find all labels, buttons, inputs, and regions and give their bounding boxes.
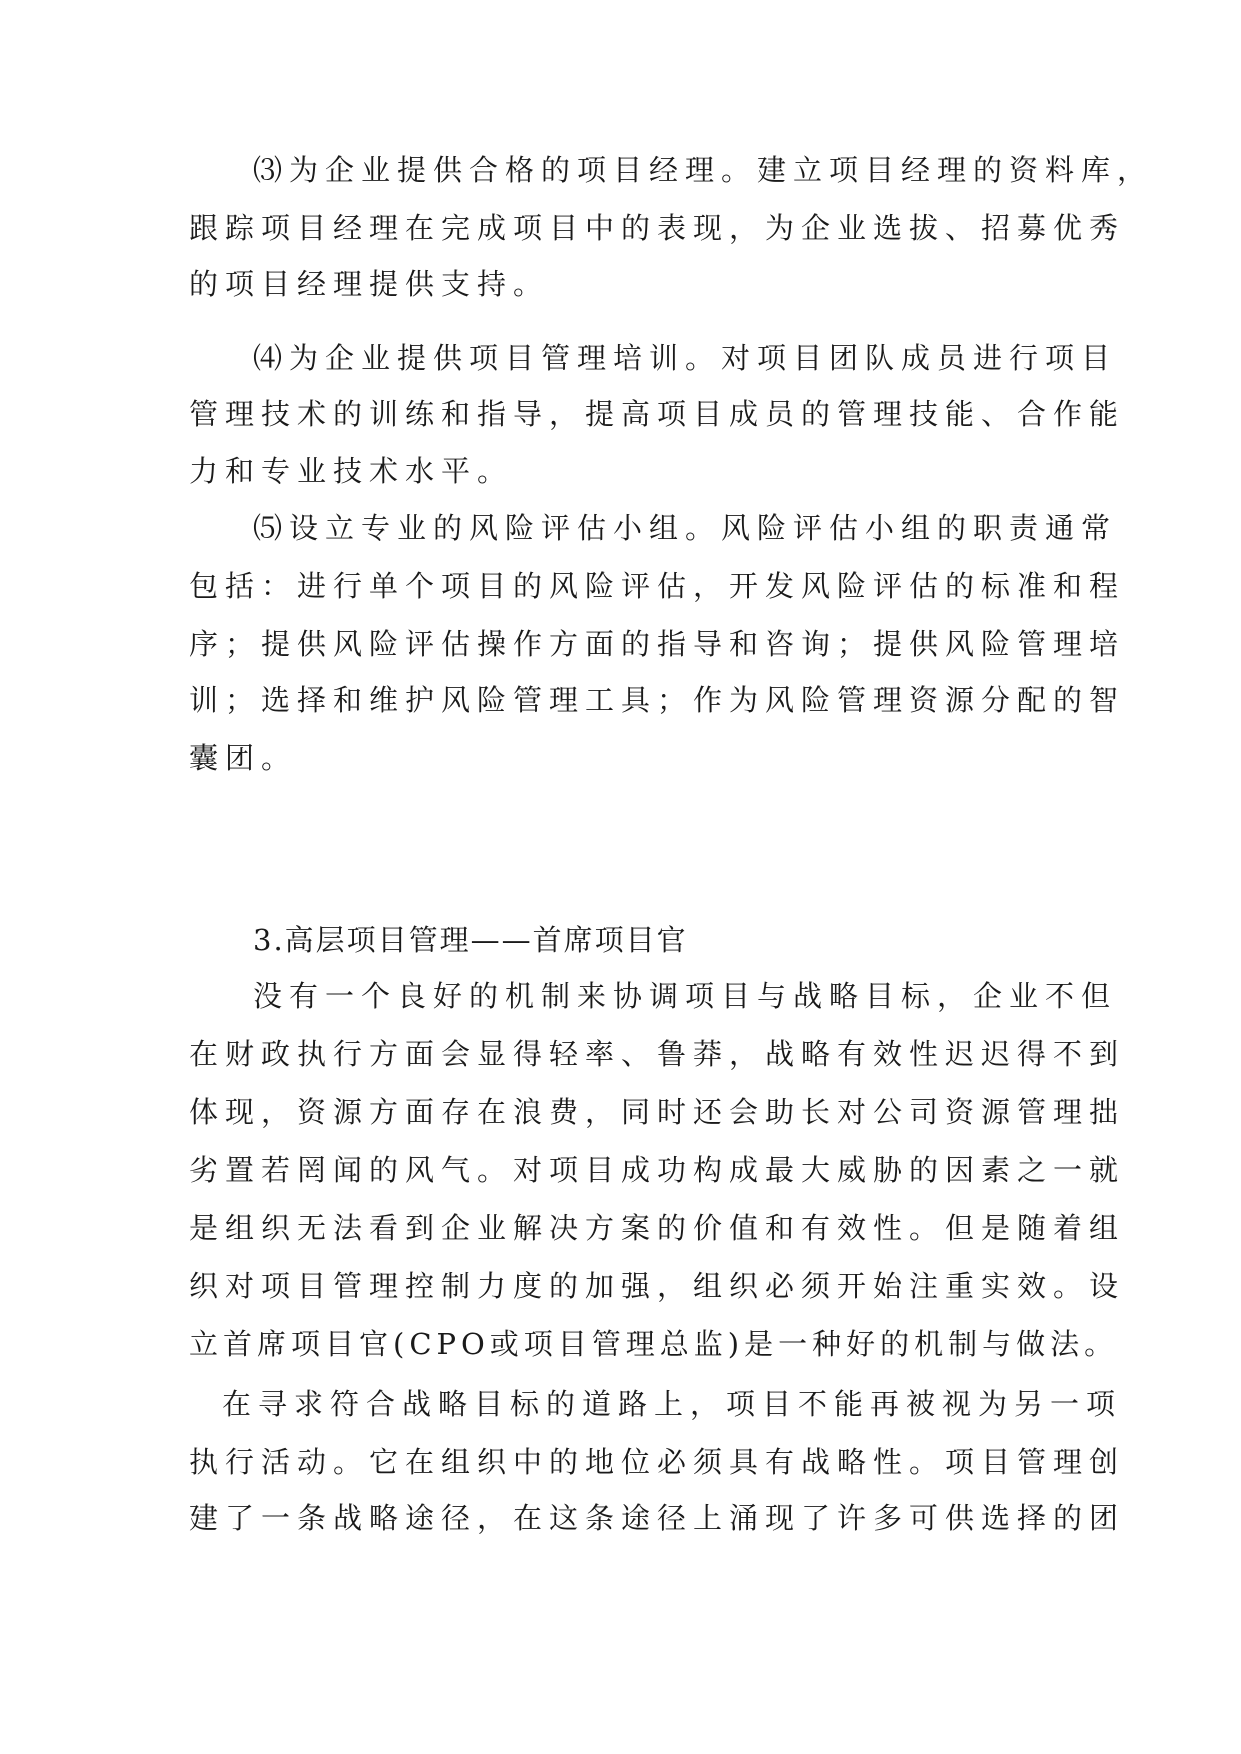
- section-paragraph-1-line-4: 劣置若罔闻的风气。对项目成功构成最大威胁的因素之一就: [189, 1153, 1126, 1187]
- paragraph-2-line-3: 力和专业技术水平。: [189, 454, 514, 488]
- section-paragraph-1-line-2: 在财政执行方面会显得轻率、鲁莽，战略有效性迟迟得不到: [189, 1037, 1126, 1071]
- section-heading: 3.高层项目管理——首席项目官: [253, 923, 688, 957]
- paragraph-3-line-4: 训；选择和维护风险管理工具；作为风险管理资源分配的智: [189, 683, 1126, 717]
- section-paragraph-1-line-7: 立首席项目官(CPO或项目管理总监)是一种好的机制与做法。: [189, 1327, 1119, 1361]
- section-paragraph-1-line-1: 没有一个良好的机制来协调项目与战略目标，企业不但: [253, 979, 1118, 1013]
- section-paragraph-2-line-1: 在寻求符合战略目标的道路上，项目不能再被视为另一项: [222, 1387, 1123, 1421]
- section-paragraph-2-line-3: 建了一条战略途径，在这条途径上涌现了许多可供选择的团: [189, 1501, 1126, 1535]
- paragraph-1-line-1: ⑶为企业提供合格的项目经理。建立项目经理的资料库，: [253, 153, 1154, 187]
- paragraph-3-line-5: 囊团。: [189, 741, 298, 775]
- section-paragraph-1-line-6: 织对项目管理控制力度的加强，组织必须开始注重实效。设: [189, 1269, 1126, 1303]
- paragraph-2-line-1: ⑷为企业提供项目管理培训。对项目团队成员进行项目: [253, 341, 1118, 375]
- section-paragraph-1-line-3: 体现，资源方面存在浪费，同时还会助长对公司资源管理拙: [189, 1095, 1126, 1129]
- paragraph-3-line-2: 包括：进行单个项目的风险评估，开发风险评估的标准和程: [189, 569, 1126, 603]
- paragraph-1-line-3: 的项目经理提供支持。: [189, 267, 550, 301]
- paragraph-2-line-2: 管理技术的训练和指导，提高项目成员的管理技能、合作能: [189, 397, 1126, 431]
- paragraph-3-line-1: ⑸设立专业的风险评估小组。风险评估小组的职责通常: [253, 511, 1118, 545]
- section-paragraph-2-line-2: 执行活动。它在组织中的地位必须具有战略性。项目管理创: [189, 1445, 1126, 1479]
- paragraph-1-line-2: 跟踪项目经理在完成项目中的表现，为企业选拔、招募优秀: [189, 211, 1126, 245]
- paragraph-3-line-3: 序；提供风险评估操作方面的指导和咨询；提供风险管理培: [189, 627, 1126, 661]
- section-paragraph-1-line-5: 是组织无法看到企业解决方案的价值和有效性。但是随着组: [189, 1211, 1126, 1245]
